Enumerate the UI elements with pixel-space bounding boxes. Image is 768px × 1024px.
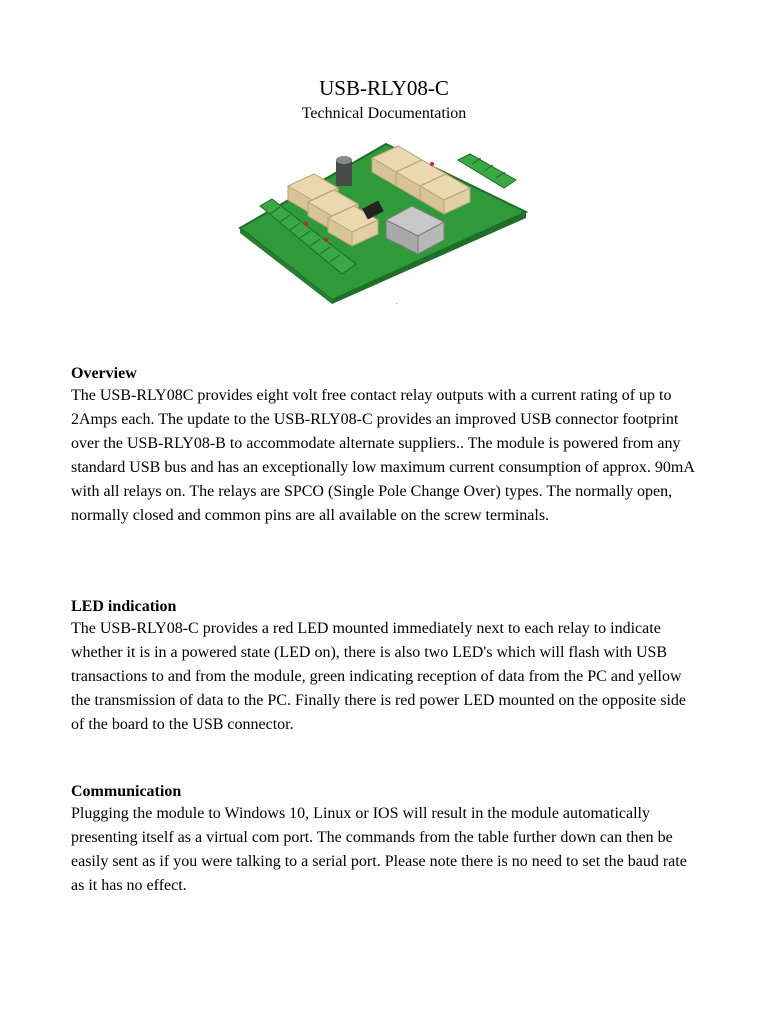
section-heading: LED indication	[71, 598, 177, 615]
document-subtitle: Technical Documentation	[301, 105, 467, 122]
section-heading: Overview	[71, 365, 137, 382]
capacitor	[336, 156, 352, 186]
section-body: Plugging the module to Windows 10, Linux or IOS will result in the module automatically presenting itself as a virtual com port. The commands from the table further down can then be easily sent as if you were talking to a serial port. Please note there is no need to set the baud rate as it has no effect.	[71, 805, 687, 894]
section-led-indication	[71, 597, 701, 737]
section-body: The USB-RLY08C provides eight volt free contact relay outputs with a current rating of up to 2Amps each. The update to the USB-RLY08-C provides an improved USB connector footprint over the USB-RLY08-B to accommodate alternate suppliers.. The module is powered from any standard USB bus and has an exceptionally low maximum current consumption of approx. 90mA with all relays on. The relays are SPCO (Single Pole Change Over) types. The normally open, normally closed and common pins are all available on the screw terminals.	[71, 387, 694, 524]
relay-board-photo	[236, 136, 528, 304]
section-overview	[71, 364, 701, 528]
section-communication	[71, 782, 701, 898]
section-body: The USB-RLY08-C provides a red LED mounted immediately next to each relay to indicate whether it is in a powered state (LED on), there is also two LED's which will flash with USB transactions to and from the module, green indicating reception of data from the PC and yellow the transmission of data to the PC. Finally there is red power LED mounted on the opposite side of the board to the USB connector.	[71, 620, 687, 733]
section-heading: Communication	[71, 783, 182, 800]
document-title: USB-RLY08-C	[319, 76, 449, 100]
